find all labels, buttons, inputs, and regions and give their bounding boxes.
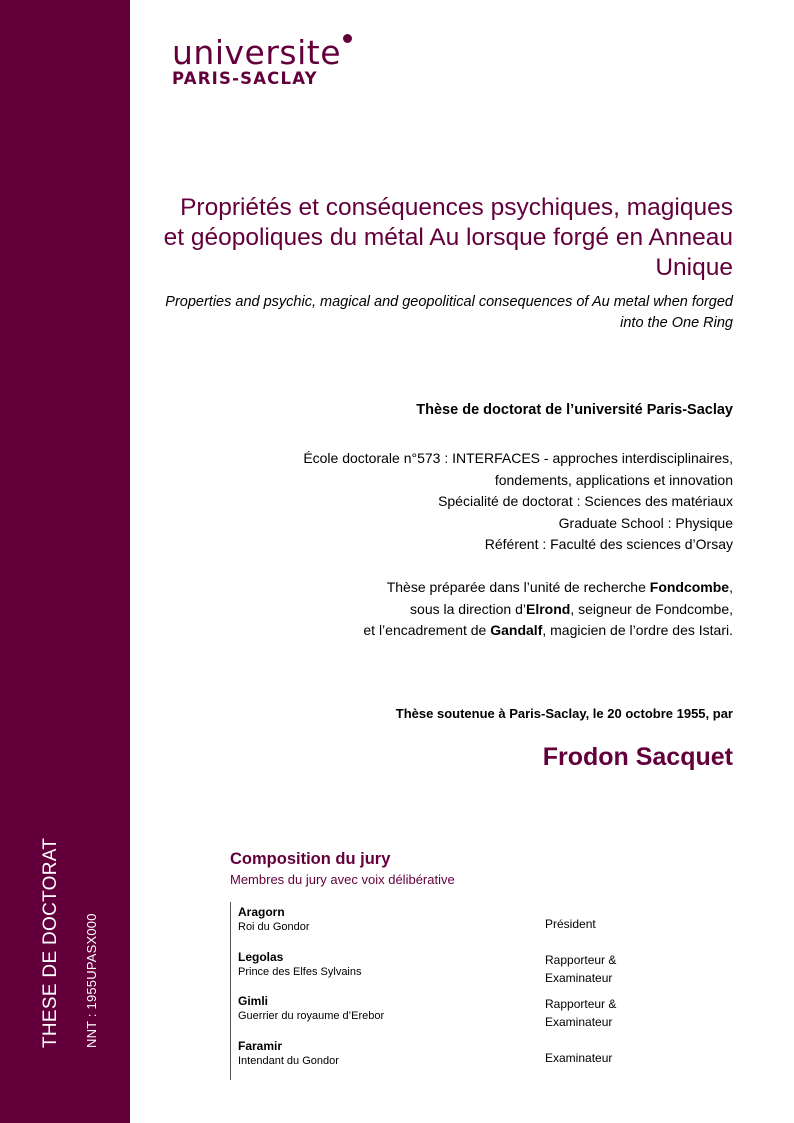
member-desc: Roi du Gondor [238,921,310,933]
preparation-line3 [363,620,733,642]
role-line: Rapporteur & [545,997,617,1011]
supervisor: Gandalf [490,622,543,638]
preparation-line2 [363,599,733,621]
member-role [545,902,665,946]
member-desc: Guerrier du royaume d’Erebor [238,1010,385,1022]
preparation-line1 [363,577,733,599]
member-name: Aragorn [238,905,285,919]
sidebar-thesis-label: THESE DE DOCTORAT [40,837,61,1048]
prep-text: et l’encadrement de [363,622,491,638]
thesis-label: Thèse de doctorat de l’université Paris-Saclay [416,402,733,418]
member-name: Faramir [238,1038,283,1053]
member-desc: Intendant du Gondor [238,1054,339,1067]
title-french: Propriétés et conséquences psychiques, magiques et géopoliques du métal Au lorsque forgé en Anneau Unique [163,194,733,281]
member-role [545,991,665,1035]
sidebar-band [0,0,130,1123]
prep-text: , [729,579,733,595]
prep-text: , magicien de l’ordre des Istari. [542,622,733,638]
prep-text: Thèse préparée dans l’unité de recherche [386,579,650,595]
member-role [545,1036,665,1080]
doctoral-school-line1: École doctorale n°573 : INTERFACES - approches interdisciplinaires, [303,450,733,466]
jury-member [238,902,658,947]
jury-subtitle: Membres du jury avec voix délibérative [230,872,455,887]
university-logo [172,33,342,88]
logo-wordmark: universite [172,33,342,72]
preparation-block [363,577,733,642]
jury-header [230,850,455,887]
role-line: Rapporteur & [545,952,617,967]
prep-text: sous la direction d’ [410,600,526,617]
role-line: Président [545,917,596,931]
jury-list [230,902,658,1080]
jury-member [238,1036,658,1081]
logo-subtitle: PARIS-SACLAY [172,69,318,88]
graduate-school: Graduate School : Physique [558,514,733,531]
member-name: Gimli [238,994,269,1008]
member-role [545,947,665,991]
title-english: Properties and psychic, magical and geopolitical consequences of Au metal when forged into the One Ring [165,294,733,331]
referent: Référent : Faculté des sciences d’Orsay [484,536,733,552]
jury-member [238,991,658,1036]
jury-title: Composition du jury [230,850,391,868]
director: Elrond [526,600,571,617]
doctoral-school-block [303,448,733,556]
research-unit: Fondcombe [649,579,730,595]
defense-statement: Thèse soutenue à Paris-Saclay, le 20 octobre 1955, par [395,706,733,721]
speciality: Spécialité de doctorat : Sciences des matériaux [438,493,733,509]
role-line: Examinateur [545,1015,613,1029]
role-line: Examinateur [545,970,613,985]
prep-text: , seigneur de Fondcombe, [570,600,733,617]
role-line: Examinateur [545,1050,613,1065]
author-name: Frodon Sacquet [542,743,733,771]
member-name: Legolas [238,949,284,964]
member-desc: Prince des Elfes Sylvains [238,965,362,978]
logo-dot-icon [343,34,352,43]
jury-member [238,947,658,992]
doctoral-school-line2: fondements, applications et innovation [494,471,733,488]
sidebar-nnt: NNT : 1955UPASX000 [84,913,99,1048]
